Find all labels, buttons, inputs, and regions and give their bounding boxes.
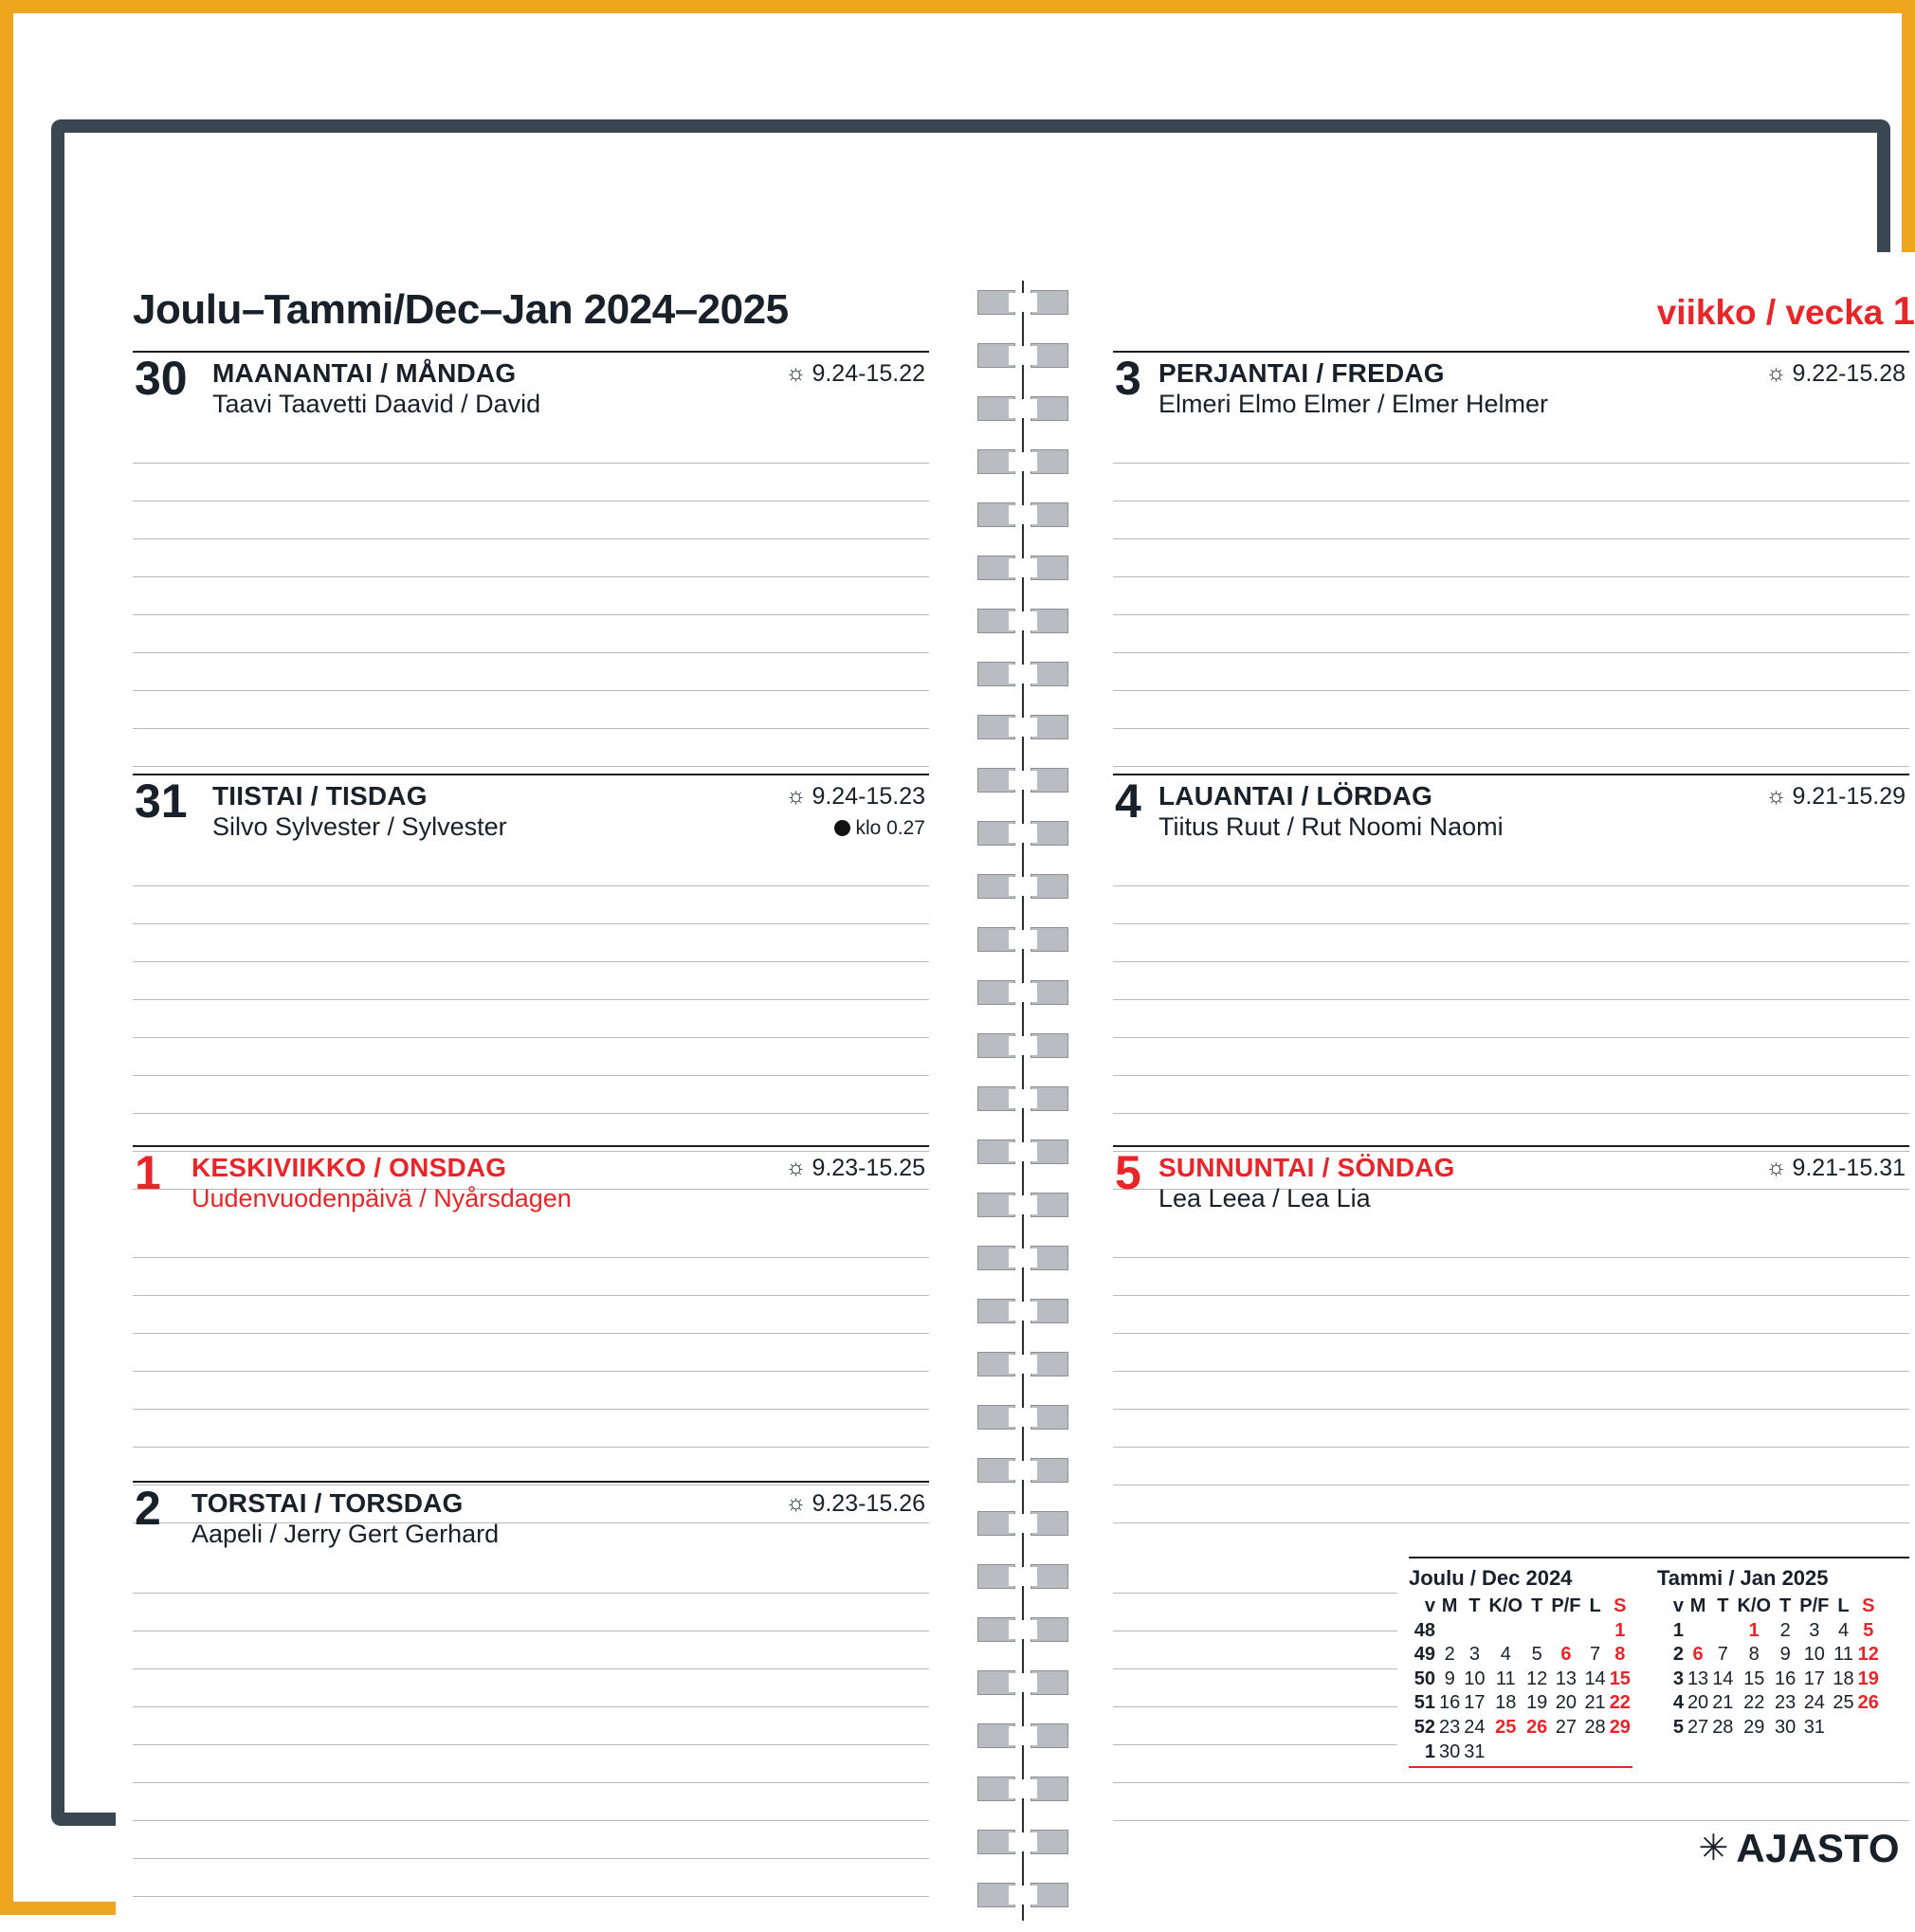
spiral-ring [977, 1193, 1068, 1217]
rule-line [1113, 1820, 1909, 1821]
rule-line [1113, 1075, 1909, 1076]
rule-line [1113, 1037, 1909, 1038]
rule-line [1113, 1522, 1909, 1523]
rule-line [1113, 1593, 1397, 1594]
planner-cover [51, 119, 1915, 1870]
brand-logo [1699, 1826, 1900, 1871]
rule-line [133, 1113, 929, 1114]
day-cell: 4 [1500, 1644, 1511, 1666]
day-cell: 28 [1712, 1716, 1734, 1738]
rule-line [133, 1706, 929, 1707]
holiday-name: Uudenvuodenpäivä / Nyårsdagen [192, 1184, 572, 1213]
day-cell-sunday: 1 [1614, 1619, 1626, 1641]
mini-calendar-row [1409, 1643, 1632, 1668]
day-cell-sunday: 22 [1609, 1692, 1631, 1714]
day-block-30 [133, 351, 929, 427]
mini-col-week: v [1424, 1595, 1435, 1616]
mini-calendar-december [1409, 1566, 1632, 1768]
day-cell-sunday: 8 [1614, 1644, 1626, 1666]
day-cell: 14 [1712, 1668, 1734, 1689]
rule-line [133, 690, 929, 691]
week-number-cell: 3 [1672, 1668, 1684, 1689]
rule-line [1113, 652, 1909, 653]
mini-col-fri: P/F [1799, 1595, 1830, 1616]
mini-col-tue: T [1717, 1595, 1729, 1616]
day-cell: 3 [1468, 1644, 1480, 1666]
day-block-4 [1113, 774, 1909, 849]
day-cell [1582, 1741, 1607, 1765]
day-cell: 16 [1439, 1692, 1461, 1714]
day-cell-sunday: 29 [1609, 1716, 1631, 1738]
day-cell: 13 [1555, 1668, 1577, 1689]
rule-line [133, 1371, 929, 1372]
day-block-5 [1113, 1145, 1909, 1221]
day-cell: 13 [1687, 1668, 1709, 1689]
day-cell [1437, 1619, 1462, 1644]
day-of-week: MAANANTAI / MÅNDAG [212, 358, 517, 388]
day-cell: 9 [1779, 1644, 1791, 1666]
spiral-ring [977, 1352, 1068, 1376]
day-cell: 10 [1464, 1668, 1486, 1689]
day-number: 30 [135, 352, 188, 405]
mini-col-fri: P/F [1551, 1595, 1581, 1616]
asterisk-icon: ✳ [1698, 1829, 1729, 1868]
day-name-group [212, 781, 507, 843]
mini-calendar-table [1657, 1595, 1881, 1741]
rule-line [133, 1858, 929, 1859]
mini-col-thu: T [1531, 1595, 1543, 1616]
rule-line [1113, 576, 1909, 577]
spiral-ring [977, 662, 1068, 686]
spiral-ring [977, 1723, 1068, 1748]
day-block-31 [133, 774, 929, 849]
planner-spread [116, 252, 1915, 1932]
day-cell: 21 [1712, 1692, 1734, 1714]
sun-icon: ☼ [785, 1155, 807, 1180]
day-cell: 7 [1717, 1644, 1728, 1666]
week-label-text: viikko / vecka [1656, 293, 1884, 332]
day-cell [1710, 1619, 1735, 1644]
name-day-names: Aapeli / Jerry Gert Gerhard [192, 1520, 500, 1549]
rule-line [133, 923, 929, 924]
day-cell: 21 [1584, 1692, 1606, 1714]
week-number-cell: 4 [1672, 1692, 1684, 1714]
mini-calendar-row [1409, 1668, 1632, 1692]
rule-line [133, 576, 929, 577]
day-cell: 11 [1833, 1644, 1853, 1666]
day-cell: 17 [1803, 1668, 1825, 1689]
rule-line [133, 652, 929, 653]
rule-line [133, 961, 929, 962]
day-of-week: KESKIVIIKKO / ONSDAG [192, 1153, 507, 1182]
day-cell [1582, 1619, 1607, 1644]
spiral-ring [977, 874, 1068, 899]
spiral-ring [977, 1830, 1068, 1854]
day-cell: 29 [1743, 1716, 1765, 1738]
day-block-2 [133, 1481, 929, 1557]
sun-times-text: 9.22-15.28 [1792, 360, 1906, 387]
rule-line [1113, 1371, 1909, 1372]
day-name-group [192, 1488, 499, 1550]
day-cell: 15 [1743, 1668, 1765, 1689]
rule-line [1113, 1668, 1397, 1669]
spiral-ring [977, 1458, 1068, 1483]
day-cell: 27 [1687, 1716, 1709, 1738]
name-day-names: Tiitus Ruut / Rut Noomi Naomi [1158, 812, 1504, 842]
sun-times-text: 9.24-15.22 [812, 360, 925, 387]
sun-times-text: 9.21-15.31 [1792, 1155, 1906, 1181]
day-cell-sunday: 19 [1857, 1668, 1879, 1689]
day-cell: 9 [1444, 1668, 1455, 1689]
day-cell: 11 [1495, 1668, 1516, 1689]
day-cell: 2 [1779, 1619, 1791, 1641]
mini-col-wed: K/O [1737, 1595, 1771, 1616]
day-number: 5 [1115, 1146, 1141, 1199]
sun-icon: ☼ [1765, 360, 1787, 386]
mini-calendar-january [1657, 1566, 1881, 1768]
day-cell [1549, 1619, 1582, 1644]
spiral-ring [977, 1564, 1068, 1589]
day-name-group [1158, 358, 1548, 420]
day-cell: 25 [1833, 1692, 1854, 1714]
rule-line [133, 463, 929, 464]
mini-calendar-row [1657, 1668, 1881, 1692]
day-number: 4 [1115, 775, 1141, 828]
day-cell: 2 [1444, 1644, 1455, 1666]
mini-col-thu: T [1779, 1595, 1792, 1616]
rule-line [1113, 1409, 1909, 1410]
day-cell [1487, 1619, 1525, 1644]
day-cell [1831, 1716, 1855, 1741]
day-cell-holiday: 6 [1560, 1644, 1572, 1666]
page-title: Joulu–Tammi/Dec–Jan 2024–2025 [133, 286, 789, 333]
rule-line [1113, 1447, 1909, 1448]
day-cell: 10 [1803, 1644, 1825, 1666]
sunrise-sunset [785, 360, 925, 388]
spiral-ring [977, 449, 1068, 474]
day-cell-sunday: 5 [1863, 1619, 1874, 1641]
name-day-names: Taavi Taavetti Daavid / David [212, 390, 541, 419]
spiral-ring [977, 715, 1068, 739]
rule-line [133, 1447, 929, 1448]
mini-col-sun: S [1862, 1595, 1875, 1616]
mini-col-tue: T [1468, 1595, 1481, 1616]
day-header [133, 1145, 929, 1221]
spiral-ring [977, 1139, 1068, 1164]
rule-line [133, 538, 929, 539]
mini-col-sat: L [1589, 1595, 1601, 1616]
day-cell: 17 [1464, 1692, 1486, 1714]
rule-line [133, 885, 929, 886]
sunrise-sunset [785, 1490, 925, 1518]
week-number-cell: 2 [1672, 1644, 1684, 1666]
week-number-cell: 50 [1413, 1668, 1435, 1689]
rule-line [133, 1257, 929, 1258]
day-of-week: TIISTAI / TISDAG [212, 781, 428, 811]
mini-calendar-row [1657, 1716, 1881, 1741]
day-cell: 27 [1555, 1716, 1577, 1738]
day-cell: 20 [1687, 1692, 1709, 1714]
day-name-group [1158, 781, 1504, 843]
rule-line [1113, 1333, 1909, 1334]
day-cell: 31 [1803, 1716, 1825, 1738]
day-cell: 30 [1439, 1741, 1461, 1762]
rule-line [1113, 1295, 1909, 1296]
spiral-ring [977, 980, 1068, 1005]
spiral-ring [977, 290, 1068, 315]
day-cell: 8 [1748, 1644, 1760, 1666]
week-indicator [1657, 288, 1915, 334]
day-cell [1487, 1741, 1525, 1765]
rule-line [1113, 999, 1909, 1000]
day-of-week: SUNNUNTAI / SÖNDAG [1158, 1153, 1455, 1182]
day-cell: 28 [1584, 1716, 1606, 1738]
mini-calendar-row [1409, 1716, 1632, 1741]
spiral-ring [977, 1033, 1068, 1058]
rule-line [1113, 961, 1909, 962]
day-cell: 4 [1837, 1619, 1850, 1641]
sunrise-sunset [1765, 783, 1906, 811]
rule-line [133, 1782, 929, 1783]
week-number: 1 [1892, 288, 1915, 333]
sun-icon: ☼ [1765, 783, 1787, 809]
rule-line [133, 614, 929, 615]
rule-line [133, 766, 929, 767]
week-number-cell: 5 [1672, 1716, 1684, 1738]
rule-line [1113, 614, 1909, 615]
rule-line [1113, 1706, 1397, 1707]
spiral-ring [977, 609, 1068, 633]
day-cell-sunday: 12 [1857, 1644, 1879, 1666]
day-cell-holiday: 25 [1495, 1716, 1517, 1738]
rule-line [133, 1037, 929, 1038]
brand-name: AJASTO [1736, 1826, 1900, 1870]
rule-line [1113, 1257, 1909, 1258]
spiral-ring [977, 1511, 1068, 1536]
week-number-cell: 1 [1672, 1619, 1684, 1641]
mini-calendar-underline [1409, 1766, 1632, 1768]
spiral-ring [977, 1299, 1068, 1323]
day-header [1113, 774, 1909, 849]
day-cell [1686, 1619, 1710, 1644]
day-cell: 24 [1464, 1716, 1486, 1738]
rule-line [133, 999, 929, 1000]
day-cell: 14 [1584, 1668, 1606, 1689]
rule-line [133, 728, 929, 729]
moon-phase [834, 817, 925, 840]
spiral-ring [977, 1086, 1068, 1111]
week-number-cell: 1 [1424, 1741, 1435, 1762]
rule-line [133, 1820, 929, 1821]
left-page-column [133, 351, 929, 1886]
day-cell: 22 [1743, 1692, 1765, 1714]
day-header [133, 351, 929, 427]
spiral-ring [977, 1670, 1068, 1695]
rule-line [133, 1333, 929, 1334]
day-cell-holiday: 26 [1526, 1716, 1548, 1738]
rule-line [1113, 538, 1909, 539]
rule-line [1113, 923, 1909, 924]
rule-line [133, 1593, 929, 1594]
day-cell: 20 [1555, 1692, 1577, 1714]
day-cell [1462, 1619, 1486, 1644]
spiral-ring [977, 502, 1068, 527]
name-day-names: Silvo Sylvester / Sylvester [212, 812, 507, 842]
spiral-ring [977, 927, 1068, 952]
day-header [133, 774, 929, 849]
day-cell: 3 [1809, 1619, 1820, 1641]
rule-line [1113, 1782, 1909, 1783]
day-cell: 23 [1775, 1692, 1796, 1714]
rule-line [1113, 885, 1909, 886]
day-cell: 24 [1803, 1692, 1825, 1714]
sun-icon: ☼ [1765, 1155, 1787, 1180]
day-number: 1 [135, 1146, 161, 1199]
day-header [133, 1481, 929, 1557]
spiral-ring [977, 768, 1068, 793]
day-number: 3 [1115, 352, 1141, 405]
sun-icon: ☼ [785, 783, 807, 809]
mini-calendar-title: Joulu / Dec 2024 [1409, 1566, 1573, 1590]
day-cell: 12 [1526, 1668, 1548, 1689]
rule-line [133, 1744, 929, 1745]
mini-col-wed: K/O [1488, 1595, 1523, 1616]
spiral-ring [977, 396, 1068, 421]
name-day-names: Elmeri Elmo Elmer / Elmer Helmer [1158, 390, 1549, 419]
rule-line [133, 1295, 929, 1296]
day-cell [1524, 1619, 1549, 1644]
day-header [1113, 351, 1909, 427]
day-cell-holiday: 1 [1748, 1619, 1760, 1641]
sunrise-sunset [785, 1155, 925, 1182]
day-cell-sunday: 15 [1609, 1668, 1631, 1689]
day-cell [1524, 1741, 1549, 1765]
rule-line [1113, 1744, 1397, 1745]
mini-calendar-table [1409, 1595, 1632, 1764]
day-cell: 30 [1775, 1716, 1796, 1738]
day-of-week: TORSTAI / TORSDAG [192, 1488, 464, 1518]
mini-calendar-row [1409, 1691, 1632, 1716]
day-cell: 18 [1833, 1668, 1854, 1689]
moon-phase-time: klo 0.27 [855, 817, 925, 839]
day-cell: 7 [1590, 1644, 1601, 1666]
day-number: 2 [135, 1482, 161, 1535]
day-cell: 16 [1775, 1668, 1796, 1689]
sun-times-text: 9.21-15.29 [1792, 783, 1906, 810]
spiral-ring [977, 343, 1068, 368]
rule-line [1113, 463, 1909, 464]
spiral-binding [969, 281, 1075, 1921]
day-name-group [212, 358, 540, 420]
mini-calendar-row [1409, 1741, 1632, 1765]
sunrise-sunset [785, 783, 925, 811]
day-cell [1549, 1741, 1582, 1765]
day-cell-holiday: 6 [1692, 1644, 1704, 1666]
mini-calendar-row [1657, 1691, 1881, 1716]
day-cell-sunday [1856, 1716, 1881, 1741]
name-day-names: Lea Leea / Lea Lia [1158, 1184, 1371, 1213]
mini-calendar-row [1657, 1619, 1881, 1644]
mini-col-week: v [1672, 1595, 1684, 1616]
rule-line [1113, 690, 1909, 691]
day-name-group [1158, 1153, 1455, 1214]
rule-line [133, 1409, 929, 1410]
spiral-ring [977, 1246, 1068, 1270]
week-number-cell: 49 [1413, 1644, 1435, 1666]
sun-times-text: 9.24-15.23 [812, 783, 925, 810]
day-number: 31 [135, 775, 188, 828]
rule-line [133, 1075, 929, 1076]
mini-col-sat: L [1837, 1595, 1850, 1616]
sunrise-sunset [1765, 360, 1906, 388]
day-of-week: PERJANTAI / FREDAG [1158, 358, 1445, 388]
spiral-ring [977, 1617, 1068, 1642]
week-number-cell: 48 [1413, 1619, 1435, 1641]
sunrise-sunset [1765, 1155, 1906, 1182]
rule-line [1113, 766, 1909, 767]
rule-line [1113, 1113, 1909, 1114]
mini-calendar-header-row [1409, 1595, 1632, 1619]
mini-calendars [1409, 1557, 1909, 1768]
mini-calendar-row [1409, 1619, 1632, 1644]
day-cell-sunday [1608, 1741, 1632, 1765]
spiral-ring [977, 1405, 1068, 1430]
day-name-group [192, 1153, 572, 1214]
sun-times-text: 9.23-15.25 [812, 1155, 925, 1181]
rule-line [133, 1896, 929, 1897]
spiral-ring [977, 821, 1068, 846]
week-number-cell: 51 [1413, 1692, 1435, 1714]
day-cell: 31 [1464, 1741, 1486, 1762]
day-cell-sunday: 26 [1857, 1692, 1879, 1714]
week-number-cell: 52 [1413, 1716, 1435, 1738]
mini-calendar-title: Tammi / Jan 2025 [1656, 1566, 1829, 1590]
rule-line [133, 1668, 929, 1669]
sun-times-text: 9.23-15.26 [812, 1490, 925, 1517]
right-page-column [1113, 351, 1909, 1886]
mini-col-mon: M [1689, 1595, 1706, 1616]
mini-col-mon: M [1441, 1595, 1458, 1616]
new-moon-icon [834, 820, 850, 836]
day-cell: 18 [1495, 1692, 1517, 1714]
sun-icon: ☼ [785, 1490, 807, 1516]
day-block-1 [133, 1145, 929, 1221]
day-cell: 5 [1531, 1644, 1542, 1666]
day-cell: 23 [1439, 1716, 1461, 1738]
sun-icon: ☼ [785, 360, 807, 386]
spiral-ring [977, 1883, 1068, 1907]
mini-calendar-row [1657, 1643, 1881, 1668]
day-cell: 19 [1526, 1692, 1548, 1714]
mini-col-sun: S [1614, 1595, 1627, 1616]
day-of-week: LAUANTAI / LÖRDAG [1158, 781, 1433, 811]
spiral-ring [977, 1777, 1068, 1801]
spiral-ring [977, 556, 1068, 580]
day-header [1113, 1145, 1909, 1221]
day-block-3 [1113, 351, 1909, 427]
rule-line [1113, 728, 1909, 729]
mini-calendar-header-row [1657, 1595, 1881, 1619]
